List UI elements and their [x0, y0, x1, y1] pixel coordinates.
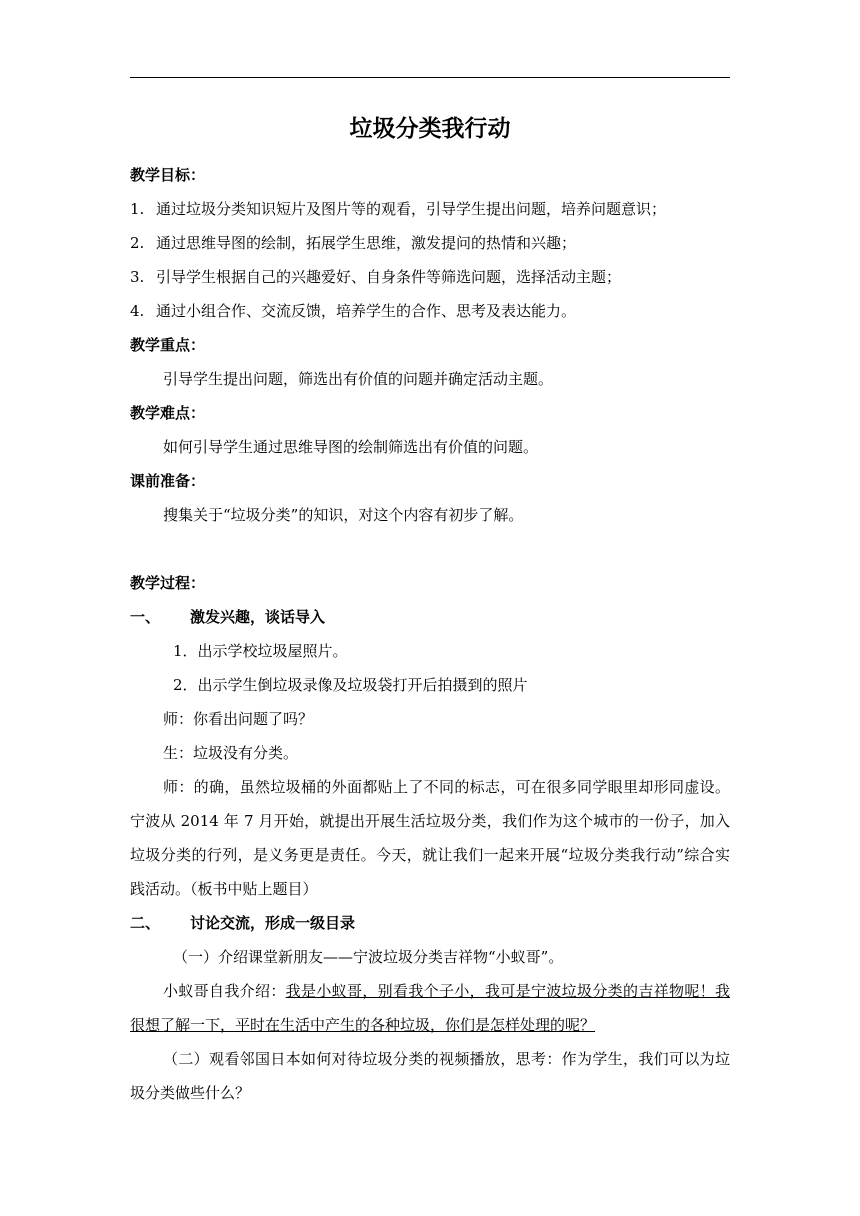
key-point-text: 引导学生提出问题，筛选出有价值的问题并确定活动主题。	[163, 370, 554, 388]
section-one-title: 激发兴趣，谈话导入	[190, 608, 326, 626]
step-two: 2．出示学生倒垃圾录像及垃圾袋打开后拍摄到的照片	[173, 676, 528, 694]
preparation-heading: 课前准备：	[130, 472, 206, 490]
section-one-heading	[130, 600, 730, 634]
objective-number: 3.	[130, 268, 145, 286]
objective-item	[130, 226, 730, 260]
objective-item	[130, 192, 730, 226]
section-two-number: 二、	[130, 914, 161, 932]
blank-line	[130, 532, 730, 566]
section-one-number: 一、	[130, 608, 161, 626]
key-point-heading: 教学重点：	[130, 336, 206, 354]
process-heading: 教学过程：	[130, 574, 206, 592]
mascot-intro-text: 我是小蚁哥，别看我个子小，我可是宁波垃圾分类的吉祥物呢！我很想了解一下，平时在生活中产生的各种垃圾，你们是怎样处理的呢？	[130, 982, 730, 1034]
teacher-paragraph: 师：的确，虽然垃圾桶的外面都贴上了不同的标志，可在很多同学眼里却形同虚设。宁波从 2014 年 7 月开始，就提出开展生活垃圾分类，我们作为这个城市的一份子，加入垃圾分类的行列，是义务更是责任。今天，就让我们一起来开展“垃圾分类我行动”综合实践活动。（板书中贴上题目）	[130, 778, 730, 898]
objective-text: 通过垃圾分类知识短片及图片等的观看，引导学生提出问题，培养问题意识；	[156, 200, 667, 218]
document-title: 垃圾分类我行动	[349, 116, 511, 142]
header-rule	[130, 77, 730, 78]
objective-number: 1.	[130, 200, 145, 218]
difficulty-heading: 教学难点：	[130, 404, 206, 422]
mascot-intro-paragraph	[130, 974, 730, 1042]
document-body	[130, 104, 730, 1110]
objective-number: 4.	[130, 302, 145, 320]
difficulty-text: 如何引导学生通过思维导图的绘制筛选出有价值的问题。	[163, 438, 539, 456]
section-two-heading	[130, 906, 730, 940]
preparation-text: 搜集关于“垃圾分类”的知识，对这个内容有初步了解。	[163, 506, 524, 524]
objective-item	[130, 294, 730, 328]
mascot-intro-label: 小蚁哥自我介绍：	[163, 982, 286, 1000]
objective-item	[130, 260, 730, 294]
student-answer: 生：垃圾没有分类。	[163, 744, 299, 762]
objective-number: 2.	[130, 234, 145, 252]
step-one: 1．出示学校垃圾屋照片。	[173, 642, 348, 660]
objective-text: 通过思维导图的绘制，拓展学生思维，激发提问的热情和兴趣；	[156, 234, 577, 252]
objective-text: 通过小组合作、交流反馈，培养学生的合作、思考及表达能力。	[156, 302, 577, 320]
subsection-one: （一）介绍课堂新朋友——宁波垃圾分类吉祥物“小蚁哥”。	[173, 948, 564, 966]
objectives-heading: 教学目标：	[130, 166, 206, 184]
subsection-two: （二）观看邻国日本如何对待垃圾分类的视频播放，思考：作为学生，我们可以为垃圾分类做些什么？	[130, 1050, 730, 1102]
teacher-question: 师：你看出问题了吗？	[163, 710, 314, 728]
objective-text: 引导学生根据自己的兴趣爱好、自身条件等筛选问题，选择活动主题；	[156, 268, 622, 286]
section-two-title: 讨论交流，形成一级目录	[190, 914, 356, 932]
